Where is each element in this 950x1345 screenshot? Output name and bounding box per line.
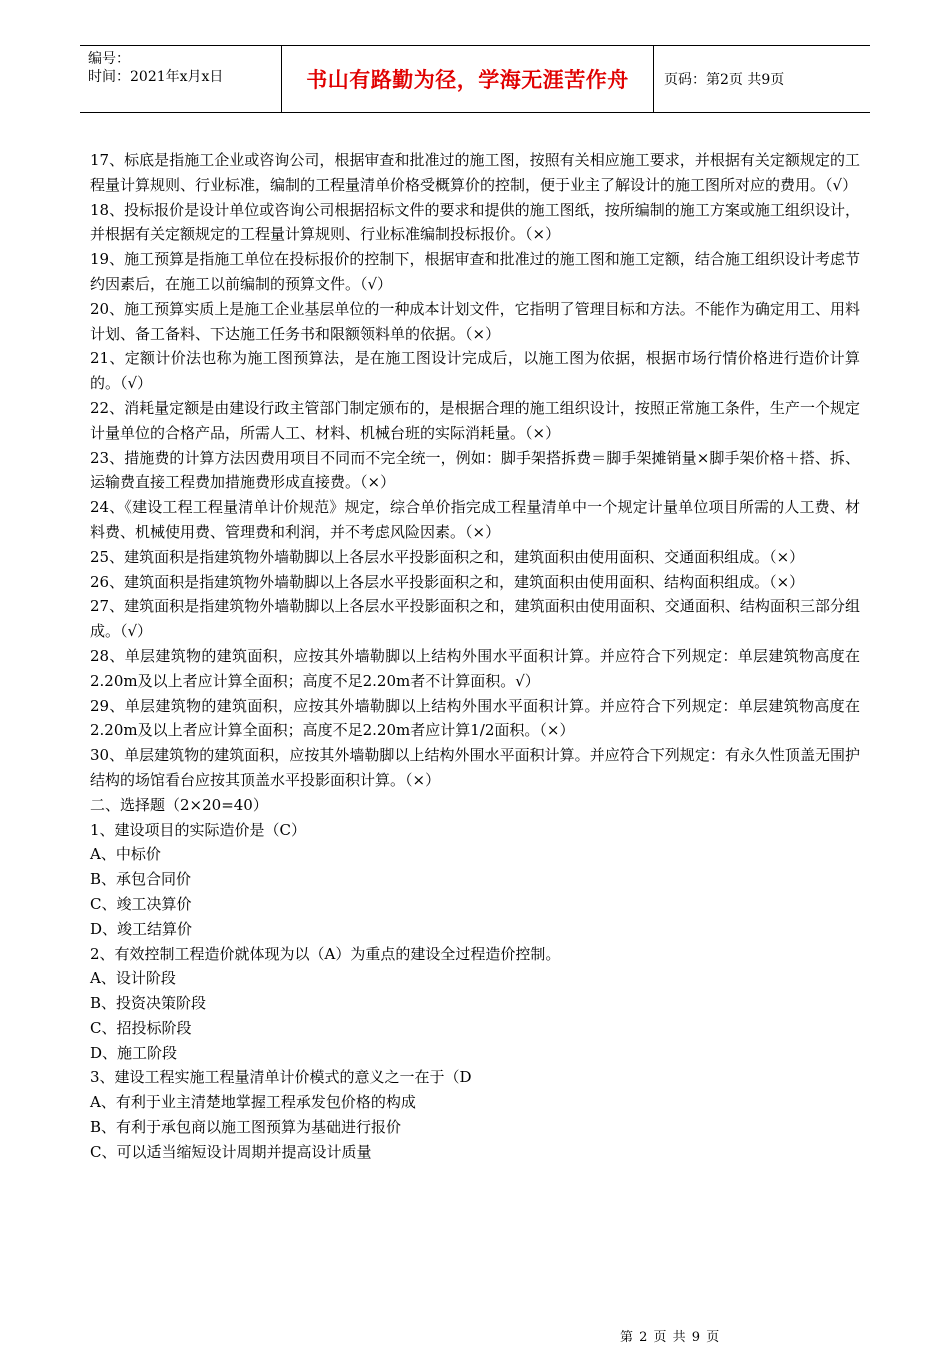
page-label: 页码：第2页 共9页 (664, 72, 785, 88)
paragraph: 28、单层建筑物的建筑面积，应按其外墙勒脚以上结构外围水平面积计算。并应符合下列规定：单层建筑物高度在2.20m及以上者应计算全面积；高度不足2.20m者不计算面积。√） (90, 646, 860, 690)
option: C、招投标阶段 (90, 1018, 192, 1037)
paragraph: 18、投标报价是设计单位或咨询公司根据招标文件的要求和提供的施工图纸，按所编制的施工方案或施工组织设计，并根据有关定额规定的工程量计算规则、行业标准编制投标报价。（×） (90, 200, 860, 244)
question: 1、建设项目的实际造价是（C） (90, 820, 307, 839)
paragraph: 21、定额计价法也称为施工图预算法，是在施工图设计完成后，以施工图为依据，根据市场行情价格进行造价计算的。（√） (90, 349, 860, 393)
section-heading: 二、选择题（2×20=40） (90, 795, 268, 814)
option: B、承包合同价 (90, 870, 192, 889)
option: B、投资决策阶段 (90, 994, 207, 1013)
option: D、竣工结算价 (90, 919, 193, 938)
motto-text: 书山有路勤为径，学海无涯苦作舟 (306, 68, 629, 92)
time-label: 时间：2021年x月x日 (88, 69, 224, 85)
page-footer: 第 2 页 共 9 页 (620, 1330, 721, 1345)
option: C、可以适当缩短设计周期并提高设计质量 (90, 1142, 372, 1161)
paragraph: 17、标底是指施工企业或咨询公司，根据审查和批准过的施工图，按照有关相应施工要求，并根据有关定额规定的工程量计算规则、行业标准，编制的工程量清单价格受概算价的控制，便于业主了解设计的施工图所对应的费用。（√） (90, 151, 860, 194)
option: B、有利于承包商以施工图预算为基础进行报价 (90, 1118, 402, 1137)
option: D、施工阶段 (90, 1043, 178, 1062)
document-body (90, 148, 860, 1165)
option: A、有利于业主清楚地掌握工程承发包价格的构成 (90, 1093, 416, 1112)
paragraph: 23、措施费的计算方法因费用项目不同而不完全统一，例如：脚手架搭拆费＝脚手架摊销量×脚手架价格＋搭、拆、运输费直接工程费加措施费形成直接费。（×） (90, 448, 860, 492)
paragraph: 30、单层建筑物的建筑面积，应按其外墙勒脚以上结构外围水平面积计算。并应符合下列规定：有永久性顶盖无围护结构的场馆看台应按其顶盖水平投影面积计算。（×） (90, 746, 860, 789)
page-header (80, 45, 870, 113)
paragraph: 27、建筑面积是指建筑物外墙勒脚以上各层水平投影面积之和，建筑面积由使用面积、交通面积、结构面积三部分组成。（√） (90, 597, 860, 641)
question: 3、建设工程实施工程量清单计价模式的意义之一在于（D (90, 1068, 472, 1087)
paragraph: 25、建筑面积是指建筑物外墙勒脚以上各层水平投影面积之和，建筑面积由使用面积、交通面积组成。（×） (90, 547, 805, 566)
question: 2、有效控制工程造价就体现为以（A）为重点的建设全过程造价控制。 (90, 944, 561, 963)
header-motto-cell (282, 46, 654, 112)
paragraph: 22、消耗量定额是由建设行政主管部门制定颁布的，是根据合理的施工组织设计，按照正常施工条件，生产一个规定计量单位的合格产品，所需人工、材料、机械台班的实际消耗量。（×） (90, 398, 860, 442)
paragraph: 26、建筑面积是指建筑物外墙勒脚以上各层水平投影面积之和，建筑面积由使用面积、结构面积组成。（×） (90, 572, 805, 591)
header-page-cell (654, 46, 870, 112)
option: A、中标价 (90, 845, 161, 864)
option: C、竣工决算价 (90, 894, 192, 913)
paragraph: 19、施工预算是指施工单位在投标报价的控制下，根据审查和批准过的施工图和施工定额，结合施工组织设计考虑节约因素后，在施工以前编制的预算文件。（√） (90, 250, 860, 293)
paragraph: 29、单层建筑物的建筑面积，应按其外墙勒脚以上结构外围水平面积计算。并应符合下列规定：单层建筑物高度在2.20m及以上者应计算全面积；高度不足2.20m者应计算1/2面积。（×） (90, 696, 860, 740)
paragraph: 20、施工预算实质上是施工企业基层单位的一种成本计划文件，它指明了管理目标和方法。不能作为确定用工、用料计划、备工备料、下达施工任务书和限额领料单的依据。（×） (90, 299, 860, 343)
paragraph: 24、《建设工程工程量清单计价规范》规定，综合单价指完成工程量清单中一个规定计量单位项目所需的人工费、材料费、机械使用费、管理费和利润，并不考虑风险因素。（×） (90, 498, 860, 541)
option: A、设计阶段 (90, 969, 176, 988)
header-meta (80, 46, 282, 112)
serial-label: 编号： (88, 51, 130, 67)
